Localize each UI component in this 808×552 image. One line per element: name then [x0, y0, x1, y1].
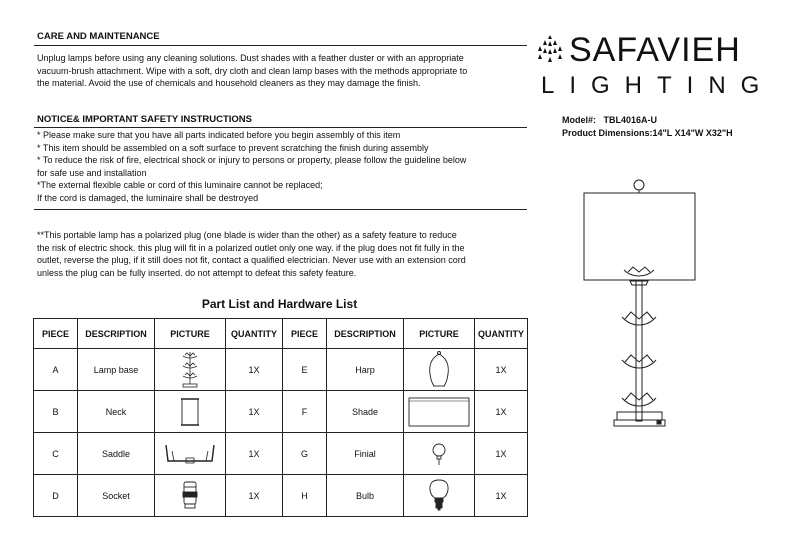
lamp-base-icon: [173, 350, 207, 390]
piece-cell: G: [283, 433, 327, 475]
notice-line: * Please make sure that you have all parts indicated before you begin assembly of this item: [37, 130, 401, 140]
dimensions-label: Product Dimensions:: [562, 127, 653, 138]
picture-cell: [155, 475, 226, 517]
piece-cell: F: [283, 391, 327, 433]
description-cell: Lamp base: [78, 349, 155, 391]
harp-icon: [422, 350, 456, 390]
table-row: [34, 475, 528, 517]
notice-line: * This item should be assembled on a soft surface to prevent scratching the finish during assembly: [37, 142, 429, 153]
notice-title: NOTICE& IMPORTANT SAFETY INSTRUCTIONS: [37, 114, 252, 125]
picture-cell: [404, 433, 475, 475]
bulb-icon: [424, 477, 454, 515]
picture-cell: [155, 433, 226, 475]
picture-cell: [155, 349, 226, 391]
description-cell: Shade: [327, 391, 404, 433]
polarized-line: unless the plug can be fully inserted. do not attempt to defeat this safety feature.: [37, 267, 357, 278]
piece-cell: A: [34, 349, 78, 391]
description-cell: Neck: [78, 391, 155, 433]
notice-bottom-rule: [34, 209, 527, 210]
polarized-line: the risk of electric shock. this plug will fit in a polarized outlet only one way. if the plug does not fit fully in the: [37, 242, 465, 253]
piece-cell: D: [34, 475, 78, 517]
header-picture: PICTURE: [404, 319, 475, 349]
notice-line: for safe use and installation: [37, 167, 147, 178]
care-line: vacuum-brush attachment. Wipe with a soft, dry cloth and clean lamp bases with the methods appropriate to: [37, 65, 468, 76]
brand-name-bottom: LIGHTING: [541, 72, 775, 99]
socket-icon: [175, 478, 205, 514]
quantity-cell: 1X: [226, 349, 283, 391]
dimensions-value: 14"L X14"W X32"H: [652, 127, 733, 138]
description-cell: Bulb: [327, 475, 404, 517]
product-info: [562, 114, 733, 139]
notice-line: If the cord is damaged, the luminaire shall be destroyed: [37, 192, 259, 203]
quantity-cell: 1X: [226, 391, 283, 433]
table-row: [34, 433, 528, 475]
polarized-text: [37, 229, 527, 279]
quantity-cell: 1X: [226, 433, 283, 475]
header-piece: PIECE: [34, 319, 78, 349]
notice-line: * To reduce the risk of fire, electrical shock or injury to persons or property, please follow the guideline below: [37, 155, 467, 166]
quantity-cell: 1X: [226, 475, 283, 517]
piece-cell: C: [34, 433, 78, 475]
care-line: Unplug lamps before using any cleaning solutions. Dust shades with a feather duster or with an appropriate: [37, 53, 464, 63]
header-quantity: QUANTITY: [475, 319, 528, 349]
care-rule: [34, 45, 527, 46]
brand-mark-icon: [535, 35, 565, 69]
notice-line: *The external flexible cable or cord of this luminaire cannot be replaced;: [37, 180, 323, 191]
polarized-line: **This portable lamp has a polarized plug (one blade is wider than the other) as a safety feature to reduce: [37, 230, 457, 240]
header-piece: PIECE: [283, 319, 327, 349]
piece-cell: H: [283, 475, 327, 517]
saddle-icon: [162, 439, 218, 469]
model-value: TBL4016A-U: [603, 115, 658, 125]
piece-cell: E: [283, 349, 327, 391]
description-cell: Finial: [327, 433, 404, 475]
shade-icon: [406, 394, 472, 430]
piece-cell: B: [34, 391, 78, 433]
picture-cell: [404, 475, 475, 517]
brand-name-top: SAFAVIEH: [569, 31, 741, 69]
notice-rule: [34, 127, 527, 128]
quantity-cell: 1X: [475, 475, 528, 517]
finial-icon: [424, 437, 454, 471]
quantity-cell: 1X: [475, 349, 528, 391]
lamp-drawing: [570, 175, 715, 435]
care-title: CARE AND MAINTENANCE: [37, 31, 160, 42]
picture-cell: [155, 391, 226, 433]
quantity-cell: 1X: [475, 433, 528, 475]
brand-logo: [535, 31, 775, 107]
care-text: [37, 52, 527, 90]
parts-title: Part List and Hardware List: [201, 297, 358, 311]
care-line: the material. Avoid the use of chemicals and household cleaners as they may damage the finish.: [37, 78, 421, 89]
model-label: Model#:: [562, 115, 597, 125]
parts-header-row: [34, 319, 528, 349]
description-cell: Harp: [327, 349, 404, 391]
notice-text: [37, 129, 527, 205]
header-quantity: QUANTITY: [226, 319, 283, 349]
parts-table: [33, 318, 528, 517]
quantity-cell: 1X: [475, 391, 528, 433]
picture-cell: [404, 349, 475, 391]
table-row: [34, 391, 528, 433]
header-description: DESCRIPTION: [327, 319, 404, 349]
description-cell: Socket: [78, 475, 155, 517]
header-picture: PICTURE: [155, 319, 226, 349]
description-cell: Saddle: [78, 433, 155, 475]
neck-icon: [173, 394, 207, 430]
header-description: DESCRIPTION: [78, 319, 155, 349]
polarized-line: outlet, reverse the plug, if it still does not fit, contact a qualified electrician. Never use with an extension cord: [37, 255, 466, 266]
picture-cell: [404, 391, 475, 433]
table-row: [34, 349, 528, 391]
